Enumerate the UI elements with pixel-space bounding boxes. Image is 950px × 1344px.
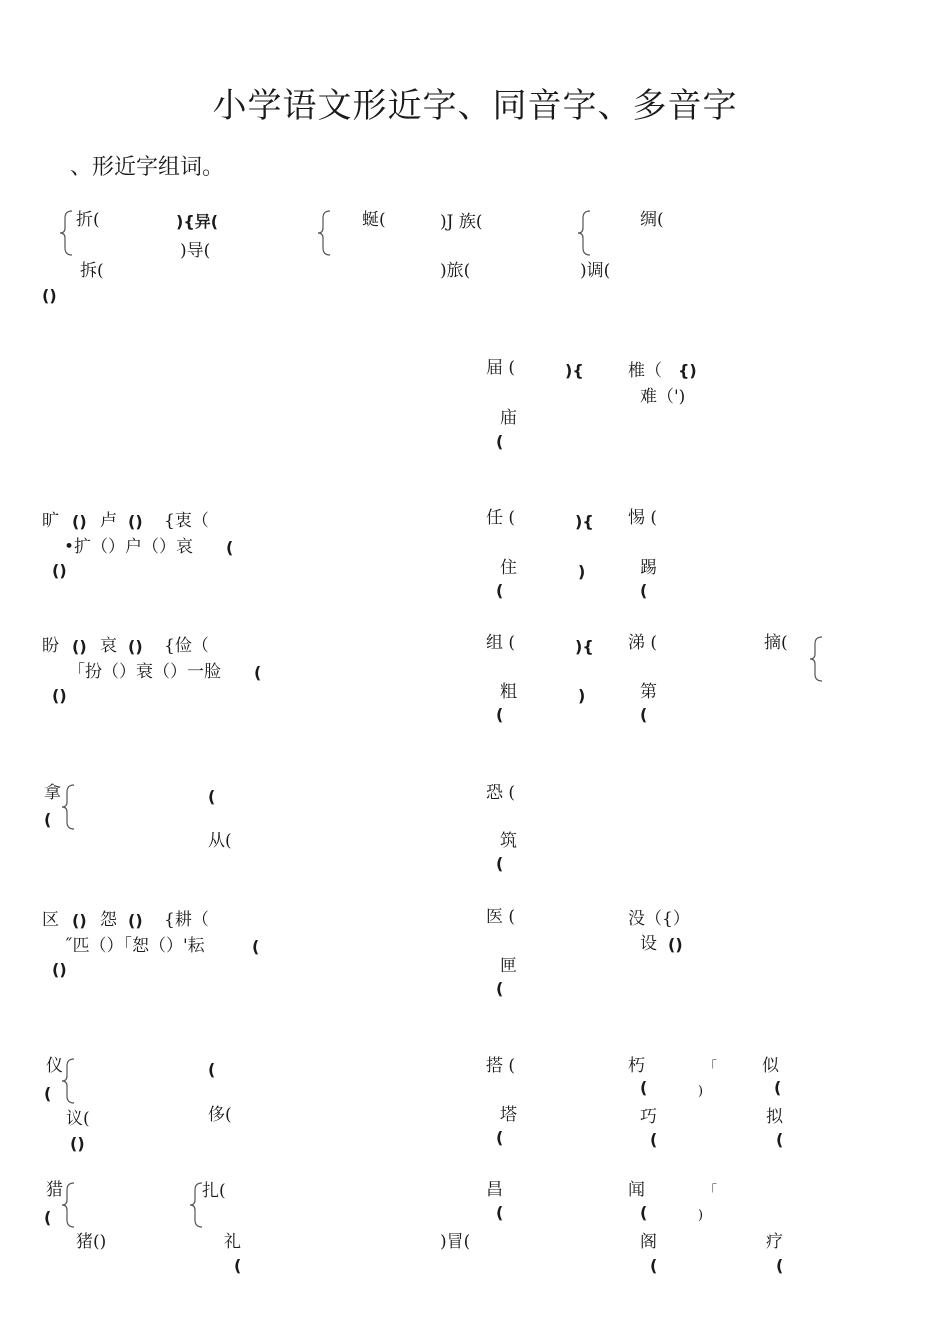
word-cell: ( <box>252 937 260 956</box>
word-cell: 设 <box>640 934 657 954</box>
word-cell: 摘( <box>764 633 788 653</box>
word-cell: 巧 <box>640 1107 657 1127</box>
word-cell: 惕 ( <box>628 508 658 528</box>
word-cell: ( <box>44 810 52 829</box>
word-cell: 第 <box>640 682 657 702</box>
word-cell: 「 <box>704 1060 718 1075</box>
word-cell: 昌 <box>486 1180 503 1200</box>
word-cell: ( <box>44 1208 52 1227</box>
word-cell: 匣 <box>500 956 517 976</box>
word-cell: 朽 <box>628 1056 645 1076</box>
word-cell: ) <box>698 1208 704 1223</box>
word-cell: •扩（）户（）哀 <box>64 537 194 557</box>
word-cell: ( <box>640 1203 648 1222</box>
word-cell: )冒( <box>440 1232 471 1252</box>
word-cell: 从( <box>208 831 232 851</box>
word-cell: 住 <box>500 558 517 578</box>
brace-icon <box>58 210 74 256</box>
word-cell: ( <box>496 1128 504 1147</box>
word-cell: () <box>668 935 683 954</box>
word-cell: 盼 <box>42 636 59 656</box>
word-cell: ( <box>640 581 648 600</box>
word-cell: 拿 <box>44 783 61 803</box>
word-cell: 搭 ( <box>486 1056 516 1076</box>
word-cell: () <box>128 911 143 930</box>
word-cell: ){ <box>575 512 594 531</box>
word-cell: ) <box>698 1084 704 1099</box>
word-cell: ( <box>650 1256 658 1275</box>
word-cell: ( <box>496 1203 504 1222</box>
word-cell: () <box>70 1134 85 1153</box>
word-cell: ){ <box>575 637 594 656</box>
brace-icon <box>808 636 824 682</box>
word-cell: 恐 ( <box>486 783 516 803</box>
word-cell: 疗 <box>766 1232 783 1252</box>
word-cell: 折( <box>76 210 100 230</box>
word-cell: 礼 <box>224 1232 241 1252</box>
word-cell: 踢 <box>640 558 657 578</box>
word-cell: ( <box>496 979 504 998</box>
word-cell: 旷 <box>42 511 59 531</box>
word-cell: 塔 <box>500 1105 517 1125</box>
word-cell: {耕（ <box>164 910 209 930</box>
word-cell: 椎（ <box>628 361 662 381</box>
word-cell: 侈( <box>208 1105 232 1125</box>
word-cell: ) <box>578 562 586 581</box>
word-cell: 蜒( <box>362 210 386 230</box>
brace-icon <box>316 210 332 256</box>
word-cell: ( <box>254 663 262 682</box>
word-cell: 议( <box>66 1109 90 1129</box>
word-cell: ( <box>208 787 216 806</box>
word-cell: ˝匹（）「恕（）'耘 <box>64 936 205 956</box>
word-cell: 卢 <box>100 511 117 531</box>
word-cell: ( <box>650 1130 658 1149</box>
word-cell: 「扮（）衰（）一脸 <box>68 662 221 682</box>
brace-icon <box>576 210 592 256</box>
word-cell: 涕 ( <box>628 633 658 653</box>
word-cell: ){ <box>565 361 584 380</box>
word-cell: )J 族( <box>440 212 483 232</box>
word-cell: 拆( <box>80 261 104 281</box>
word-cell: {) <box>678 361 697 380</box>
word-cell: ( <box>234 1256 242 1275</box>
word-cell: ( <box>44 1084 52 1103</box>
word-cell: )调( <box>580 261 611 281</box>
word-cell: ( <box>774 1078 782 1097</box>
word-cell: 组 ( <box>486 633 516 653</box>
word-cell: ( <box>496 854 504 873</box>
word-cell: 任 ( <box>486 508 516 528</box>
word-cell: ( <box>208 1060 216 1079</box>
word-cell: {衷（ <box>164 511 209 531</box>
word-cell: 医 ( <box>486 907 516 927</box>
brace-icon <box>60 784 76 830</box>
word-cell: 阁 <box>640 1232 657 1252</box>
word-cell: () <box>52 686 67 705</box>
word-cell: () <box>128 637 143 656</box>
word-cell: 粗 <box>500 682 517 702</box>
word-cell: 猎 <box>46 1180 63 1200</box>
word-cell: 扎( <box>202 1181 226 1201</box>
word-cell: () <box>72 911 87 930</box>
word-cell: 拟 <box>766 1107 783 1127</box>
word-cell: 没（{） <box>628 909 690 929</box>
word-cell: 难（') <box>640 387 686 407</box>
word-cell: 筑 <box>500 831 517 851</box>
word-cell: ( <box>496 705 504 724</box>
word-cell: () <box>52 561 67 580</box>
word-cell: ( <box>640 705 648 724</box>
word-cell: ) <box>578 686 586 705</box>
word-cell: () <box>128 512 143 531</box>
word-cell: 区 <box>42 910 59 930</box>
word-cell: () <box>72 512 87 531</box>
word-cell: ( <box>496 581 504 600</box>
word-cell: 届 ( <box>486 358 516 378</box>
word-cell: )导( <box>180 241 211 261</box>
word-cell: ( <box>496 432 504 451</box>
word-cell: 绸( <box>640 210 664 230</box>
page-title: 小学语文形近字、同音字、多音字 <box>212 86 738 126</box>
word-cell: 「 <box>704 1184 718 1199</box>
word-cell: 仪 <box>46 1056 63 1076</box>
word-cell: () <box>42 286 57 305</box>
word-cell: ( <box>226 538 234 557</box>
word-cell: ( <box>776 1256 784 1275</box>
word-cell: 猪() <box>76 1232 107 1252</box>
section-heading: 、形近字组词。 <box>70 155 225 180</box>
word-cell: () <box>52 960 67 979</box>
word-cell: ( <box>640 1078 648 1097</box>
word-cell: 庙 <box>500 408 517 428</box>
word-cell: {俭（ <box>164 636 209 656</box>
word-cell: 怨 <box>100 910 117 930</box>
word-cell: 闻 <box>628 1180 645 1200</box>
word-cell: () <box>72 637 87 656</box>
word-cell: )旅( <box>440 261 471 281</box>
word-cell: ( <box>776 1130 784 1149</box>
word-cell: 似 <box>762 1056 779 1076</box>
word-cell: ){异( <box>176 212 219 231</box>
word-cell: 哀 <box>100 636 117 656</box>
